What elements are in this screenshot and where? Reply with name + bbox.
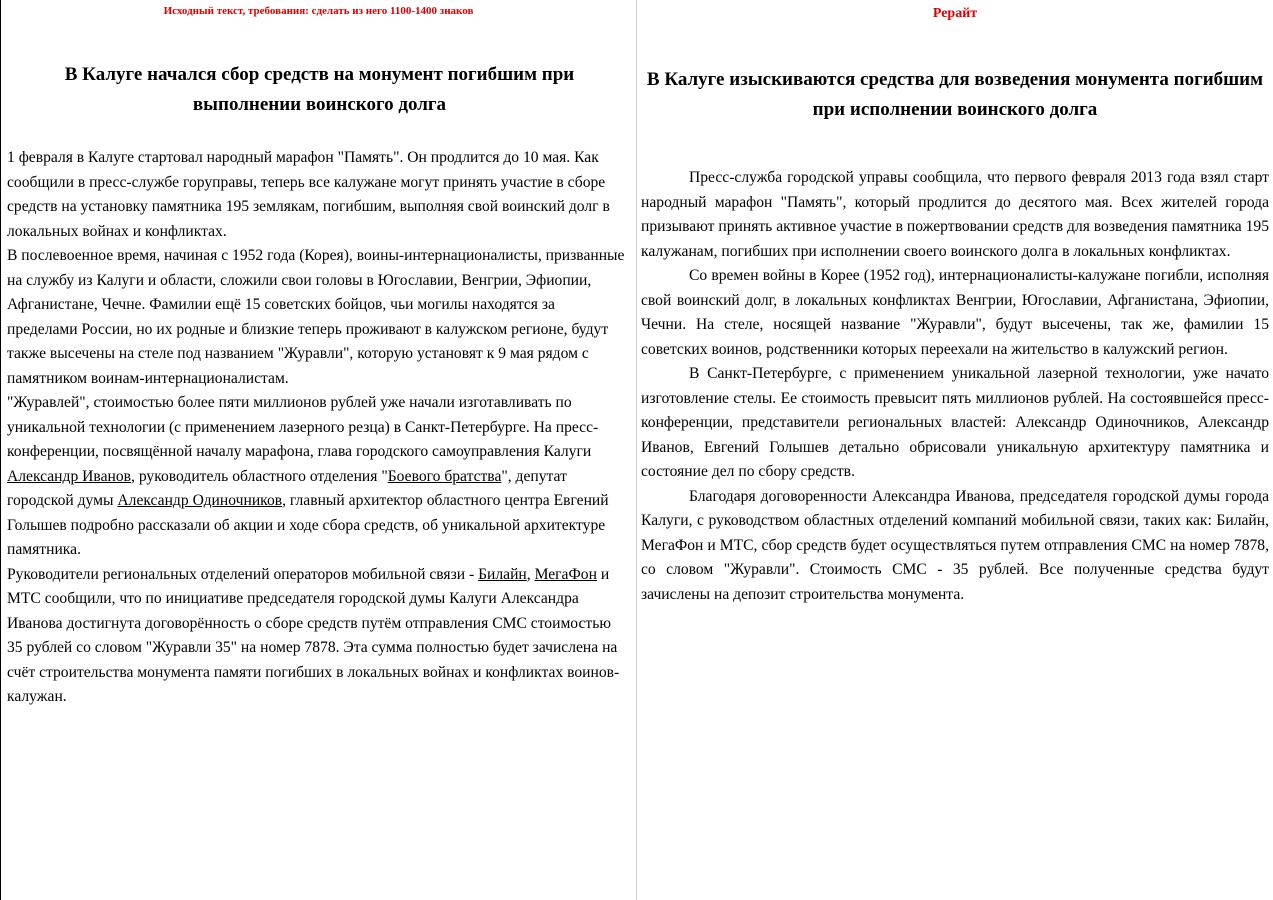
source-paragraph-2: В послевоенное время, начиная с 1952 года (Корея), воины-интернационалисты, призванные на службу из Калуги и области, сложили свои головы в Югославии, Венгрии, Эфиопии, Афганистане, Чечне. Фамилии ещё 15 советских бойцов, чьи могилы находятся за пределами России, но их родные и близкие теперь проживают в калужском регионе, будут также высечены на стеле под названием "Журавли", которую установят к 9 мая рядом с памятником воинам-интернационалистам. — [7, 247, 625, 387]
source-column — [0, 0, 636, 900]
link-megafon[interactable]: МегаФон — [534, 565, 597, 583]
source-body — [7, 146, 628, 710]
link-beeline[interactable]: Билайн — [478, 565, 527, 583]
source-paragraph-3-text-a: "Журавлей", стоимостью более пяти миллионов рублей уже начали изготавливать по уникальной технологии (с применением лазерного резца) в Санкт-Петербурге. На пресс-конференции, посвящённой началу марафона, глава городского самоуправления Калуги — [7, 394, 599, 460]
source-paragraph-4-text-b: , — [526, 565, 535, 583]
source-paragraph-4-text-a: Руководители региональных отделений операторов мобильной связи - — [7, 565, 479, 583]
source-header: Исходный текст, требования: сделать из него 1100-1400 знаков — [163, 5, 474, 17]
rewrite-paragraph-3: В Санкт-Петербурге, с применением уникальной лазерной технологии, уже начато изготовление стелы. Ее стоимость превысит пять миллионов рублей. На состоявшейся пресс-конференции, представители региональных властей: Александр Одиночников, Александр Иванов, Евгений Голышев детально обрисовали уникальную архитектуру памятника и состояние дел по сбору средств. — [641, 365, 1269, 480]
link-alexander-ivanov[interactable]: Александр Иванов — [7, 467, 132, 485]
rewrite-column — [636, 0, 1273, 900]
source-paragraph-3-text-c: ", депутат городской думы — [7, 467, 567, 509]
rewrite-header: Рерайт — [932, 6, 978, 21]
source-paragraph-3-text-b: , руководитель областного отделения " — [131, 467, 388, 485]
rewrite-paragraph-2: Со времен войны в Корее (1952 год), интернационалисты-калужане погибли, исполняя свой воинский долг, в локальных конфликтах Венгрии, Югославии, Афганистана, Эфиопии, Чечни. На стеле, носящей название "Журавли", будут высечены, так же, фамилии 15 советских воинов, родственники которых переехали на жительство в калужский регион. — [641, 267, 1269, 358]
link-alexander-odinochnikov[interactable]: Александр Одиночников — [117, 492, 283, 509]
source-paragraph-4-text-c: и МТС сообщили, что по инициативе председателя городской думы Калуги Александра Иванова достигнута договорённость о сборе средств путём отправления СМС стоимостью 35 рублей со словом "Журавли 35" на номер 7878. Эта сумма полностью будет зачислена на счёт строительства монумента памяти погибших в локальных войнах и конфликтах воинов-калужан. — [7, 565, 620, 705]
rewrite-body — [641, 166, 1269, 607]
rewrite-paragraph-4: Благодаря договоренности Александра Иванова, председателя городской думы города Калуги, с руководством областных отделений компаний мобильной связи, таких как: Билайн, МегаФон и МТС, сбор средств будет осуществляться путем отправления СМС на номер 7878, со словом "Журавли". Стоимость СМС - 35 рублей. Все полученные средства будут зачислены на депозит строительства монумента. — [641, 487, 1269, 603]
source-paragraph-4 — [7, 563, 628, 710]
rewrite-title: В Калуге изыскиваются средства для возведения монумента погибшим при исполнении воинского долга — [646, 69, 1264, 120]
source-title: В Калуге начался сбор средств на монумент погибшим при выполнении воинского долга — [64, 64, 575, 115]
link-boevoe-bratstvo[interactable]: Боевого братства — [387, 467, 502, 485]
rewrite-paragraph-1: Пресс-служба городской управы сообщила, что первого февраля 2013 года взял старт народный марафон "Память", который продлится до десятого мая. Всех жителей города призывают принять активное участие в пожертвовании средств для возведения памятника 195 калужанам, погибших при исполнении своего воинского долга в локальных конфликтах. — [641, 169, 1269, 260]
source-paragraph-3 — [7, 391, 628, 563]
source-paragraph-1: 1 февраля в Калуге стартовал народный марафон "Память". Он продлится до 10 мая. Как сообщили в пресс-службе горуправы, теперь все калужане могут принять участие в сборе средств на установку памятника 195 землякам, погибшим, выполняя свой воинский долг в локальных войнах и конфликтах. — [7, 149, 610, 240]
source-paragraph-3-text-d: , главный архитектор областного центра Евгений Голышев подробно рассказали об акции и ходе сбора средств, об уникальной архитектуре памятника. — [7, 492, 609, 558]
